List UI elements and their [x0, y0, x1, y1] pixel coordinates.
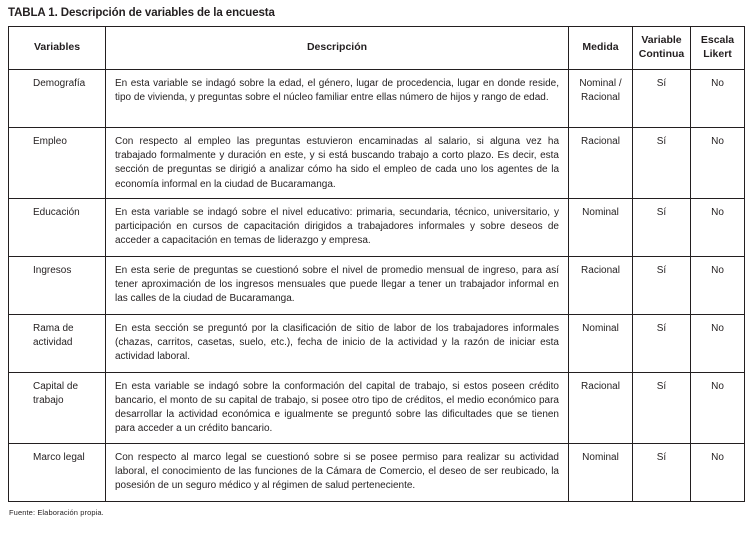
- description-cell: En esta sección se preguntó por la clasificación de sitio de labor de los trabajadores informales (chazas, carritos, casetas, suelo, etc.), fecha de inicio de la actividad y la razón de iniciar esta actividad laboral.: [106, 314, 569, 372]
- medida-cell: Racional: [569, 372, 633, 443]
- table-row: [9, 198, 745, 256]
- col-header-descripcion: Descripción: [106, 27, 569, 70]
- escala-likert-cell: No: [691, 443, 745, 501]
- escala-likert-cell: No: [691, 128, 745, 199]
- survey-variables-table: [8, 26, 745, 502]
- table-row: [9, 256, 745, 314]
- description-cell: Con respecto al empleo las preguntas estuvieron encaminadas al salario, si alguna vez ha trabajado formalmente y duración en este, y si está buscando trabajo a corto plazo. Es decir, esta sección de preguntas se dirigió a analizar cómo ha sido el empleo de cada uno los agentes de la economía informal en la ciudad de Bucaramanga.: [106, 128, 569, 199]
- variable-continua-cell: Sí: [633, 443, 691, 501]
- col-header-escala-likert: Escala Likert: [691, 27, 745, 70]
- table-row: [9, 372, 745, 443]
- table-title: TABLA 1. Descripción de variables de la encuesta: [8, 7, 275, 19]
- description-cell: En esta serie de preguntas se cuestionó sobre el nivel de promedio mensual de ingreso, para así tener aproximación de los ingresos mensuales que puede llegar a tener un trabajador informal en las calles de la ciudad de Bucaramanga.: [106, 256, 569, 314]
- description-cell: En esta variable se indagó sobre la conformación del capital de trabajo, si estos poseen crédito bancario, el monto de su capital de trabajo, si posee otro tipo de créditos, el medio económico para desarrollar la actividad económica e igualmente se preguntó sobre las dificultades que se tienen para acceder a un crédito bancario.: [106, 372, 569, 443]
- table-row: [9, 443, 745, 501]
- col-header-variable-continua: Variable Continua: [633, 27, 691, 70]
- table-row: [9, 70, 745, 128]
- escala-likert-cell: No: [691, 256, 745, 314]
- variable-name-cell: Capital de trabajo: [9, 372, 106, 443]
- description-cell: En esta variable se indagó sobre la edad, el género, lugar de procedencia, lugar en donde reside, tipo de vivienda, y preguntas sobre el núcleo familiar entre ellas número de hijos y rango de edad.: [106, 70, 569, 128]
- escala-likert-cell: No: [691, 198, 745, 256]
- table-row: [9, 314, 745, 372]
- variable-continua-cell: Sí: [633, 314, 691, 372]
- table-header-row: [9, 27, 745, 70]
- col-header-medida: Medida: [569, 27, 633, 70]
- variable-name-cell: Marco legal: [9, 443, 106, 501]
- variable-name-cell: Educación: [9, 198, 106, 256]
- medida-cell: Racional: [569, 256, 633, 314]
- col-header-variables: Variables: [9, 27, 106, 70]
- medida-cell: Nominal / Racional: [569, 70, 633, 128]
- variable-continua-cell: Sí: [633, 372, 691, 443]
- source-note: Fuente: Elaboración propia.: [9, 507, 104, 517]
- table-body: [9, 70, 745, 502]
- variable-name-cell: Demografía: [9, 70, 106, 128]
- medida-cell: Nominal: [569, 198, 633, 256]
- description-cell: Con respecto al marco legal se cuestionó sobre si se posee permiso para realizar su actividad laboral, el conocimiento de las funciones de la Cámara de Comercio, el deseo de ser reubicado, la posesión de un seguro médico y al régimen de salud perteneciente.: [106, 443, 569, 501]
- variable-name-cell: Ingresos: [9, 256, 106, 314]
- variable-name-cell: Empleo: [9, 128, 106, 199]
- variable-continua-cell: Sí: [633, 128, 691, 199]
- medida-cell: Racional: [569, 128, 633, 199]
- variable-continua-cell: Sí: [633, 198, 691, 256]
- escala-likert-cell: No: [691, 70, 745, 128]
- escala-likert-cell: No: [691, 314, 745, 372]
- variable-continua-cell: Sí: [633, 70, 691, 128]
- medida-cell: Nominal: [569, 314, 633, 372]
- description-cell: En esta variable se indagó sobre el nivel educativo: primaria, secundaria, técnico, universitario, y participación en cursos de capacitación dirigidos a trabajadores informales y sobre deseos de acceder a capacitación en temas de liderazgo y empresa.: [106, 198, 569, 256]
- medida-cell: Nominal: [569, 443, 633, 501]
- variable-name-cell: Rama de actividad: [9, 314, 106, 372]
- table-row: [9, 128, 745, 199]
- escala-likert-cell: No: [691, 372, 745, 443]
- variable-continua-cell: Sí: [633, 256, 691, 314]
